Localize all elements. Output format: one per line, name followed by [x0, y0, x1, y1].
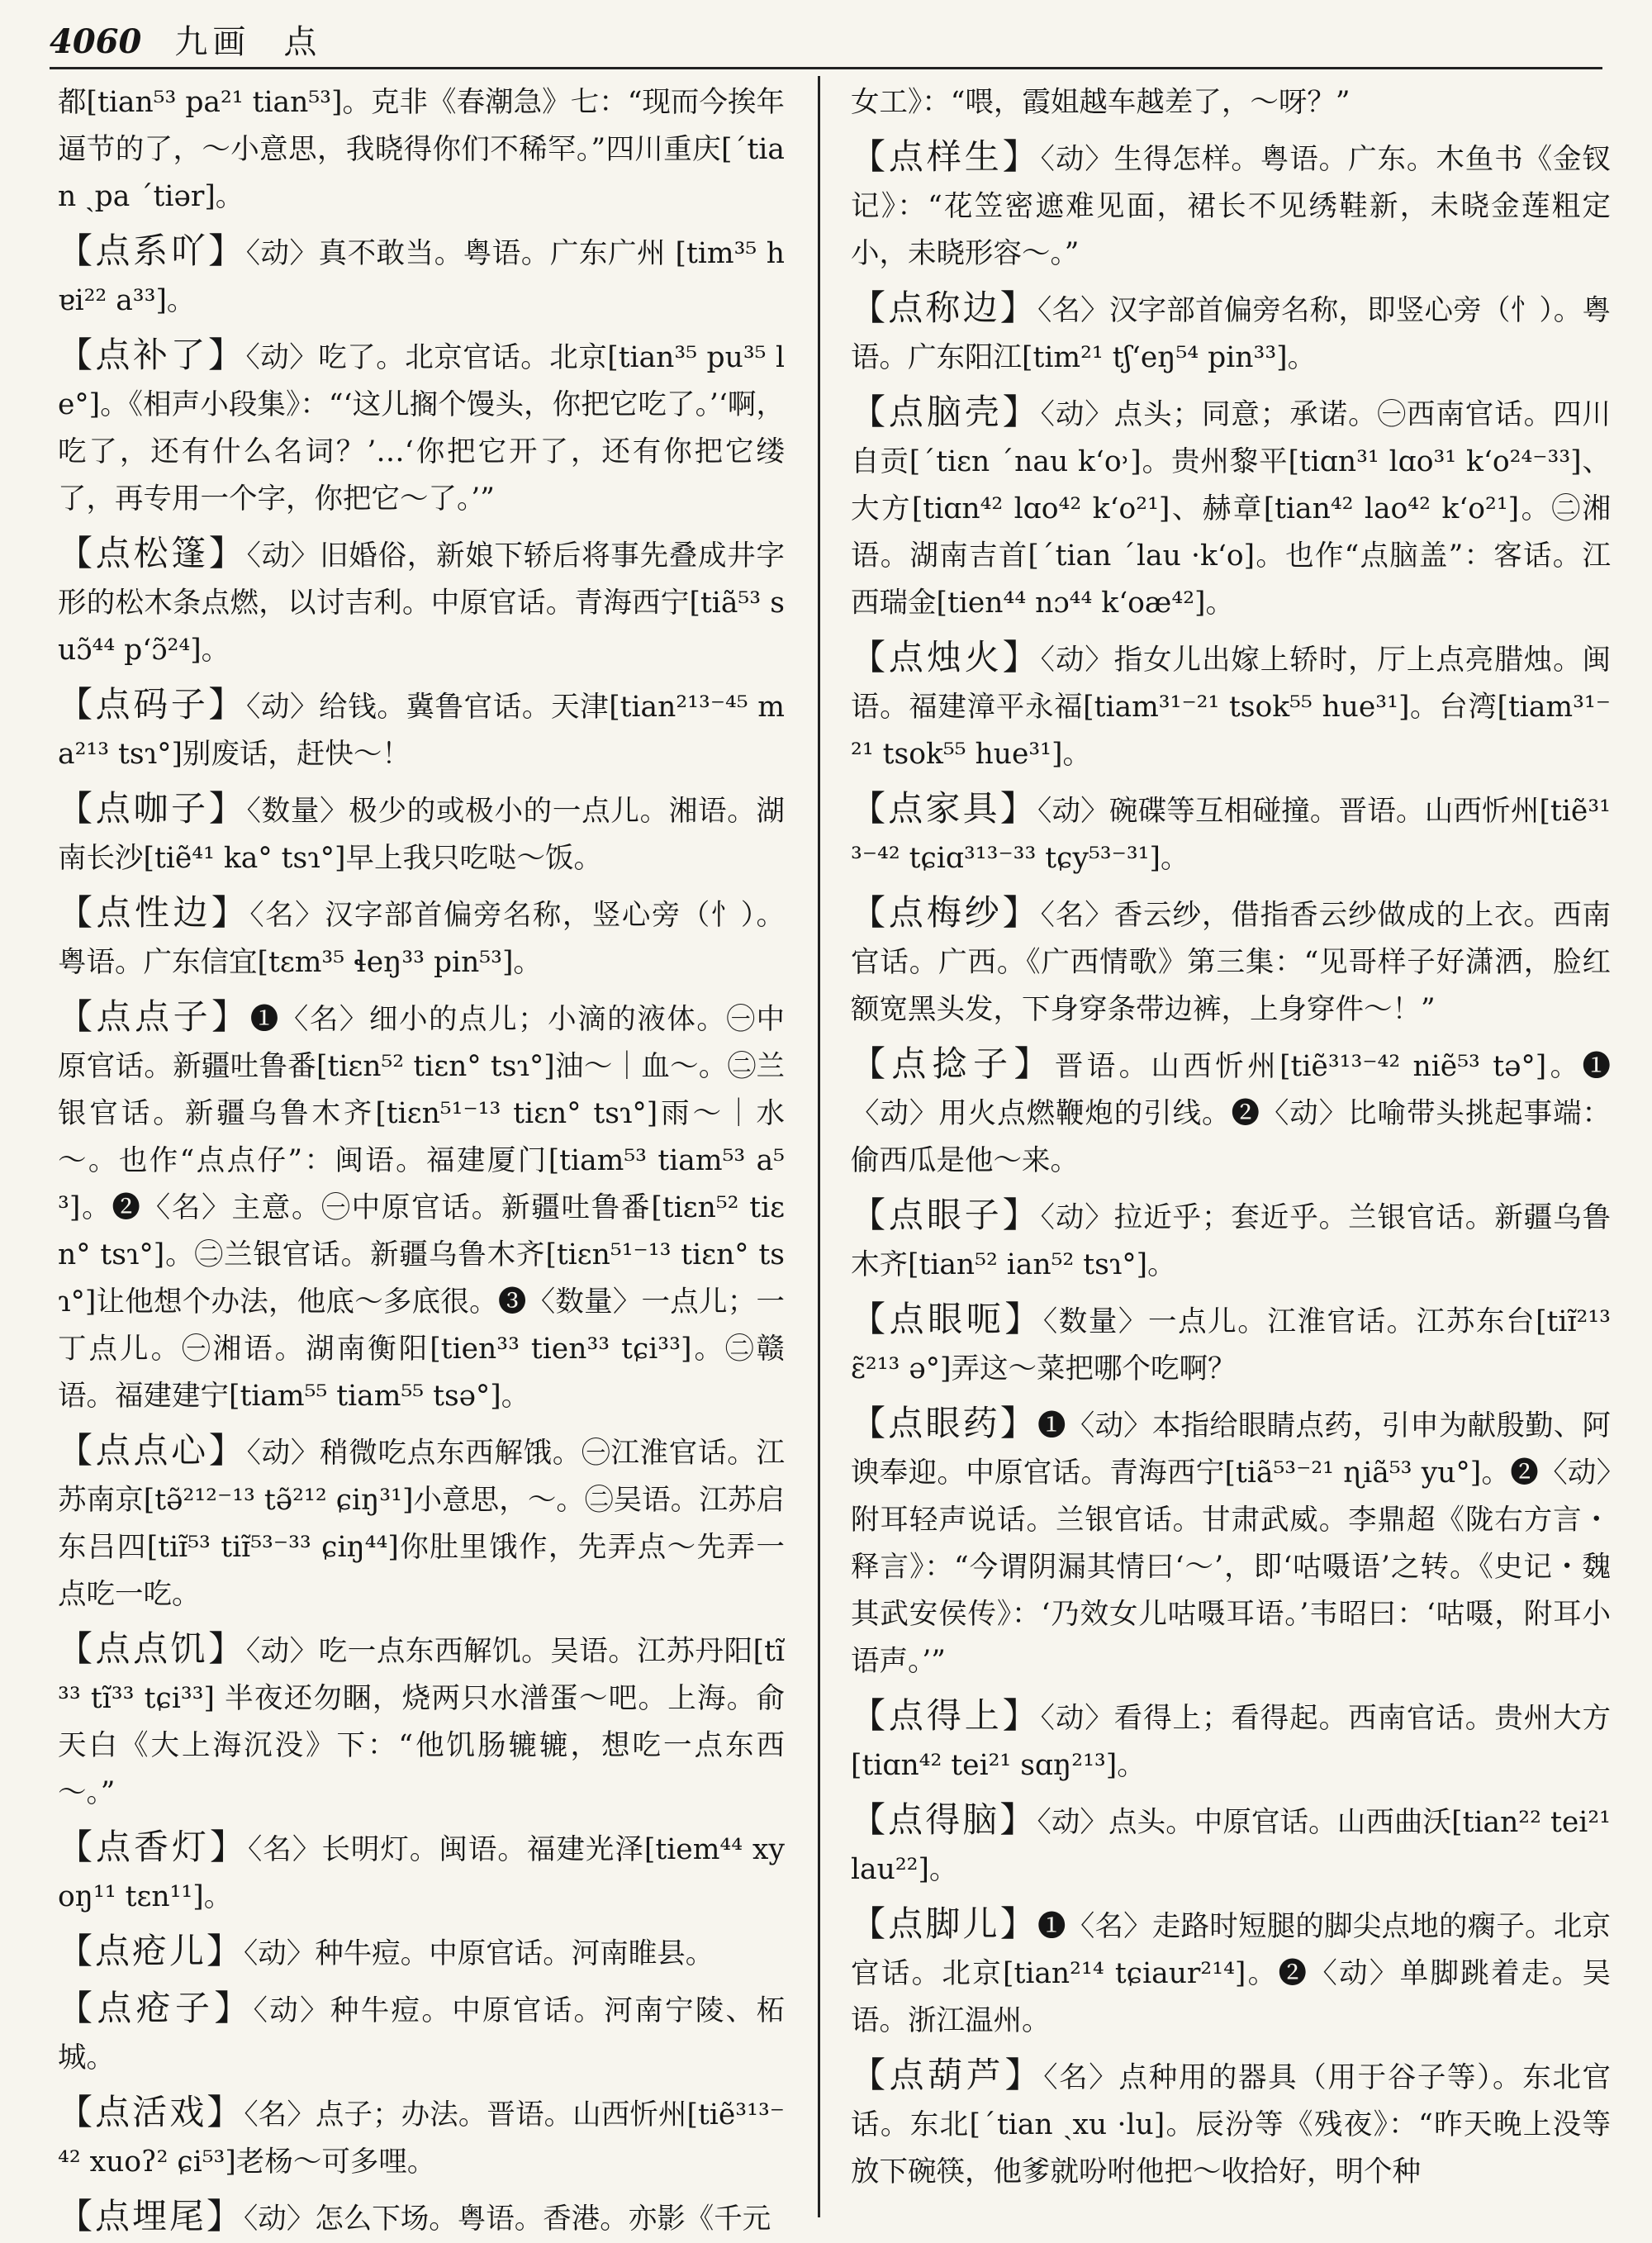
dictionary-entry	[58, 331, 785, 523]
dictionary-entry	[58, 1625, 785, 1817]
entry-headword: 【点补了】	[58, 335, 246, 375]
dictionary-entry	[851, 1796, 1611, 1894]
entry-body: 〈动〉看得上；看得起。西南官话。贵州大方[tiɑn⁴² tei²¹ sɑŋ²¹³]。	[851, 1702, 1611, 1782]
entry-headword: 【点家具】	[851, 788, 1038, 829]
entry-headword: 【点烛火】	[851, 637, 1041, 677]
dictionary-entry	[851, 76, 1611, 126]
right-column	[851, 76, 1611, 2217]
dictionary-entry	[851, 2051, 1611, 2196]
dictionary-entry	[851, 634, 1611, 778]
entry-headword: 【点香灯】	[58, 1827, 249, 1867]
dictionary-entry	[851, 1295, 1611, 1393]
entry-body: 〈动〉吃一点东西解饥。吴语。江苏丹阳[tĩ³³ tĩ³³ tɕi³³] 半夜还勿睏，烧两只水潽蛋～吧。上海。俞天白《大上海沉没》下：“他饥肠辘辘，想吃一点东西～。”	[58, 1635, 785, 1809]
dictionary-entry	[58, 530, 785, 674]
entry-headword: 【点样生】	[851, 136, 1041, 177]
entry-body: 〈动〉种牛痘。中原官话。河南睢县。	[244, 1937, 714, 1970]
entry-body: ❶〈名〉走路时短腿的脚尖点地的瘸子。北京官话。北京[tian²¹⁴ tɕiaur²¹⁴]。❷〈动〉单脚跳着走。吴语。浙江温州。	[851, 1910, 1611, 2037]
dictionary-entry	[851, 1399, 1611, 1685]
entry-body: ❶〈名〉细小的点儿；小滴的液体。㊀中原官话。新疆吐鲁番[tiɛn⁵² tiɛn° tsɿ°]油～｜血～。㊁兰银官话。新疆乌鲁木齐[tiɛn⁵¹⁻¹³ tiɛn° tsɿ°]雨～｜水～。也作“点点仔”：闽语。福建厦门[tiam⁵³ tiam⁵³ a⁵³]。❷〈名〉主意。㊀中原官话。新疆吐鲁番[tiɛn⁵² tiɛn° tsɿ°]。㊁兰银官话。新疆乌鲁木齐[tiɛn⁵¹⁻¹³ tiɛn° tsɿ°]让他想个办法，他底～多底很。❸〈数量〉一点儿；一丁点儿。㊀湘语。湖南衡阳[tien³³ tien³³ tɕi³³]。㊁赣语。福建建宁[tiam⁵⁵ tiam⁵⁵ tsə°]。	[58, 1003, 785, 1413]
entry-headword: 【点咖子】	[58, 788, 247, 829]
entry-body: 都[tian⁵³ pa²¹ tian⁵³]。克非《春潮急》七：“现而今挨年逼节的了，～小意思，我晓得你们不稀罕。”四川重庆[ˊtian ˏpa ˊtiər]。	[58, 86, 785, 213]
entry-headword: 【点捻子】	[851, 1043, 1055, 1084]
entry-body: 〈名〉汉字部首偏旁名称，即竖心旁（忄）。粤语。广东阳江[tim²¹ tʃ‘eŋ⁵⁴ pin³³]。	[851, 294, 1611, 374]
entry-headword: 【点称边】	[851, 288, 1037, 328]
entry-body: 〈动〉点头。中原官话。山西曲沃[tian²² tei²¹ lau²²]。	[851, 1806, 1611, 1886]
dictionary-entry	[58, 1927, 785, 1978]
dictionary-entry	[58, 2193, 785, 2243]
entry-headword: 【点系吖】	[58, 230, 246, 271]
entry-body: 晋语。山西忻州[tiẽ³¹³⁻⁴² niẽ⁵³ tə°]。❶〈动〉用火点燃鞭炮的引线。❷〈动〉比喻带头挑起事端：偷西瓜是他～来。	[851, 1050, 1611, 1177]
entry-body: 〈动〉点头；同意；承诺。㊀西南官话。四川自贡[ˊtiɛn ˊnau k‘o˒]。贵州黎平[tiɑn³¹ lɑo³¹ k‘o²⁴⁻³³]、大方[tiɑn⁴² lɑo⁴² k‘o²¹]、赫章[tian⁴² lao⁴² k‘o²¹]。㊁湘语。湖南吉首[ˊtian ˊlau ·k‘o]。也作“点脑盖”：客话。江西瑞金[tien⁴⁴ nɔ⁴⁴ k‘oæ⁴²]。	[851, 398, 1611, 620]
entry-body: 〈动〉碗碟等互相碰撞。晋语。山西忻州[tiẽ³¹³⁻⁴² tɕiɑ³¹³⁻³³ tɕy⁵³⁻³¹]。	[851, 795, 1611, 875]
entry-headword: 【点得脑】	[851, 1799, 1037, 1840]
entry-body: 〈动〉生得怎样。粤语。广东。木鱼书《金钗记》：“花笠密遮难见面，裙长不见绣鞋新，未晓金莲粗定小，未晓形容～。”	[851, 143, 1611, 270]
dictionary-entry	[58, 227, 785, 325]
left-column	[58, 76, 785, 2236]
entry-body: 〈动〉给钱。冀鲁官话。天津[tian²¹³⁻⁴⁵ ma²¹³ tsɿ°]别废话，赶快～！	[58, 691, 785, 771]
entry-body: 〈名〉汉字部首偏旁名称，竖心旁（忄）。粤语。广东信宜[tɛm³⁵ ɬeŋ³³ pin⁵³]。	[58, 899, 785, 979]
dictionary-entry	[851, 284, 1611, 382]
entry-headword: 【点眼呃】	[851, 1299, 1043, 1339]
section-label: 九画	[174, 23, 251, 61]
entry-body: 〈名〉点子；办法。晋语。山西忻州[tiẽ³¹³⁻⁴² xuoʔ² ɕi⁵³]老杨～可多哩。	[58, 2098, 785, 2179]
page-number: 4060	[50, 22, 142, 61]
entry-headword: 【点活戏】	[58, 2092, 244, 2132]
entry-body: ❶〈动〉本指给眼睛点药，引申为献殷勤、阿谀奉迎。中原官话。青海西宁[tiã⁵³⁻²¹ ɳiã⁵³ yu°]。❷〈动〉附耳轻声说话。兰银官话。甘肃武威。李鼎超《陇右方言・释言》：“今谓阴漏其情曰‘～’，即‘咕嗫语’之转。《史记・魏其武安侯传》：‘乃效女儿咕嗫耳语。’韦昭曰：‘咕嗫，附耳小语声。’”	[851, 1409, 1611, 1678]
dictionary-entry	[58, 993, 785, 1420]
entry-body: 〈动〉旧婚俗，新娘下轿后将事先叠成井字形的松木条点燃，以讨吉利。中原官话。青海西宁[tiã⁵³ suɔ̃⁴⁴ p‘ɔ̃²⁴]。	[58, 539, 785, 667]
dictionary-entry	[58, 1823, 785, 1921]
dictionary-entry	[851, 785, 1611, 882]
entry-headword: 【点疮儿】	[58, 1931, 244, 1971]
entry-headword: 【点点子】	[58, 996, 250, 1037]
column-divider	[818, 76, 820, 2217]
entry-headword: 【点松篷】	[58, 533, 247, 573]
entry-headword: 【点眼子】	[851, 1195, 1041, 1235]
entry-body: 女工》：“喂，霞姐越车越差了，～呀？”	[851, 86, 1351, 119]
dictionary-entry	[851, 1040, 1611, 1185]
entry-body: 〈名〉长明灯。闽语。福建光泽[tiem⁴⁴ xyoŋ¹¹ tɛn¹¹]。	[58, 1833, 785, 1913]
entry-headword: 【点眼药】	[851, 1403, 1038, 1443]
entry-body: 〈动〉吃了。北京官话。北京[tian³⁵ pu³⁵ le°]。《相声小段集》：“‘这儿搁个馒头，你把它吃了。’‘啊，吃了，还有什么名词？’…‘你把它开了，还有你把它缕了，再专用一个字，你把它～了。’”	[58, 341, 785, 516]
dictionary-entry	[58, 785, 785, 882]
header-character: 点	[283, 23, 320, 61]
entry-headword: 【点码子】	[58, 684, 247, 725]
entry-headword: 【点脚儿】	[851, 1903, 1038, 1944]
dictionary-entry	[851, 1692, 1611, 1789]
entry-headword: 【点点饥】	[58, 1628, 246, 1669]
entry-body: 〈动〉稍微吃点东西解饿。㊀江淮官话。江苏南京[tə̃²¹²⁻¹³ tə̃²¹² ɕiŋ³¹]小意思，～。㊁吴语。江苏启东吕四[tiɪ̃⁵³ tiɪ̃⁵³⁻³³ ɕiŋ⁴⁴]你肚里饿作，先弄点～先弄一点吃一吃。	[58, 1437, 785, 1611]
entry-headword: 【点点心】	[58, 1430, 247, 1471]
page-header	[50, 18, 1602, 69]
entry-headword: 【点性边】	[58, 892, 250, 933]
dictionary-entry	[58, 2089, 785, 2186]
dictionary-entry	[851, 889, 1611, 1034]
entry-headword: 【点脑壳】	[851, 392, 1041, 432]
entry-body: 〈动〉怎么下场。粤语。香港。亦影《千元	[244, 2203, 771, 2236]
dictionary-entry	[851, 1900, 1611, 2045]
dictionary-entry	[851, 1191, 1611, 1289]
entry-body: 〈数量〉一点儿。江淮官话。江苏东台[tiɪ̃²¹³ ɛ̃²¹³ ə°]弄这～菜把哪个吃啊？	[851, 1305, 1611, 1385]
dictionary-entry	[58, 681, 785, 778]
entry-headword: 【点得上】	[851, 1695, 1041, 1736]
entry-body: 〈动〉种牛痘。中原官话。河南宁陵、柘城。	[58, 1994, 785, 2074]
entry-body: 〈名〉香云纱，借指香云纱做成的上衣。西南官话。广西。《广西情歌》第三集：“见哥样子好潇洒，脸红额宽黑头发，下身穿条带边裤，上身穿件～！”	[851, 899, 1611, 1026]
entry-headword: 【点疮子】	[58, 1988, 254, 2028]
entry-headword: 【点葫芦】	[851, 2055, 1044, 2095]
dictionary-entry	[58, 889, 785, 986]
entry-headword: 【点埋尾】	[58, 2196, 244, 2236]
entry-body: 〈动〉指女儿出嫁上轿时，厅上点亮腊烛。闽语。福建漳平永福[tiam³¹⁻²¹ tsok⁵⁵ hue³¹]。台湾[tiam³¹⁻²¹ tsok⁵⁵ hue³¹]。	[851, 644, 1611, 771]
entry-body: 〈名〉点种用的器具（用于谷子等）。东北官话。东北[ˊtian ˏxu ·lu]。辰汾等《残夜》：“昨天晚上没等放下碗筷，他爹就吩咐他把～收拾好，明个种	[851, 2061, 1611, 2188]
dictionary-entry	[851, 133, 1611, 278]
entry-body: 〈动〉拉近乎；套近乎。兰银官话。新疆乌鲁木齐[tian⁵² ian⁵² tsɿ°]。	[851, 1201, 1611, 1281]
entry-headword: 【点梅纱】	[851, 892, 1041, 933]
dictionary-entry	[58, 1984, 785, 2082]
dictionary-entry	[851, 388, 1611, 627]
dictionary-entry	[58, 76, 785, 221]
entry-body: 〈动〉真不敢当。粤语。广东广州 [tim³⁵ hɐi²² a³³]。	[58, 237, 785, 317]
dictionary-entry	[58, 1427, 785, 1618]
entry-body: 〈数量〉极少的或极小的一点儿。湘语。湖南长沙[tiẽ⁴¹ ka° tsɿ°]早上我只吃哒～饭。	[58, 795, 785, 875]
